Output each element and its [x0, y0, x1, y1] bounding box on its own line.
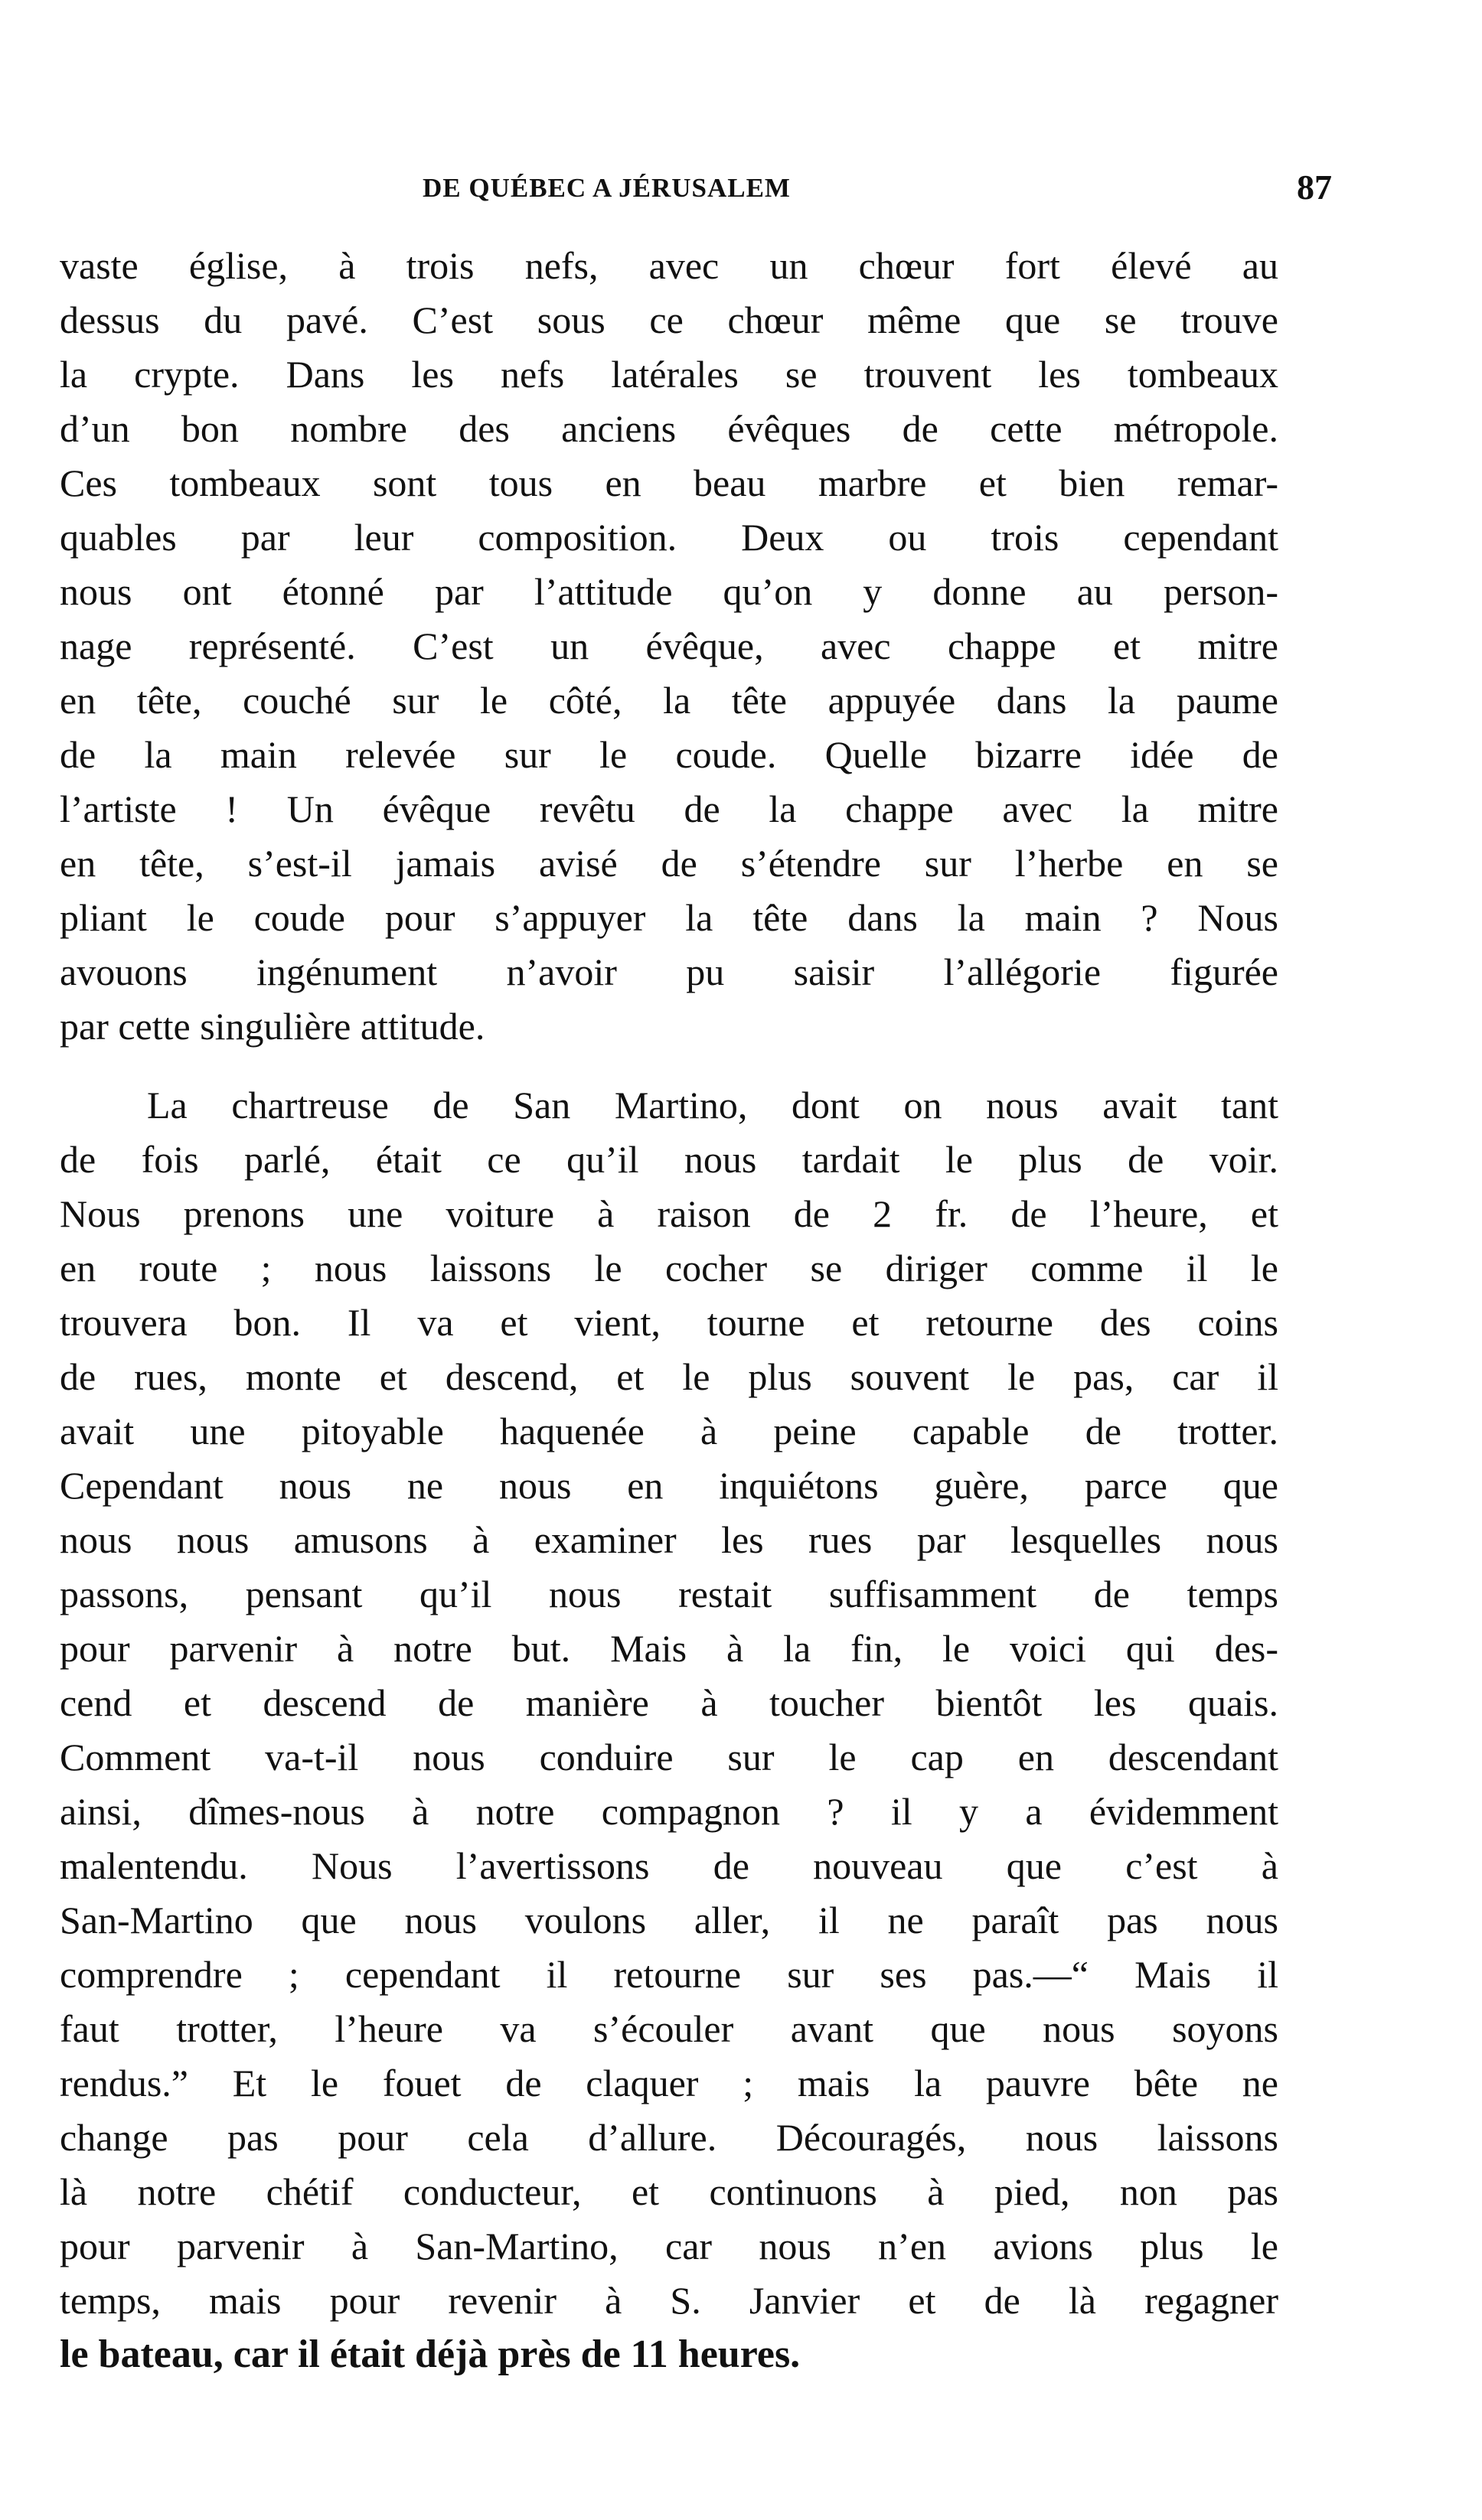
text-line: La chartreuse de San Martino, dont on nous avait tant: [147, 1084, 1278, 1126]
text-line: temps, mais pour revenir à S. Janvier et de là regagner: [60, 2279, 1278, 2322]
text-line: l’artiste ! Un évêque revêtu de la chappe avec la mitre: [60, 787, 1278, 830]
text-line: nous nous amusons à examiner les rues par lesquelles nous: [60, 1518, 1278, 1561]
text-line: de rues, monte et descend, et le plus souvent le pas, car il: [60, 1355, 1278, 1398]
text-line: trouvera bon. Il va et vient, tourne et retourne des coins: [60, 1301, 1278, 1344]
text-line: avouons ingénument n’avoir pu saisir l’allégorie figurée: [60, 950, 1278, 993]
text-line: vaste église, à trois nefs, avec un chœur fort élevé au: [60, 244, 1278, 287]
text-line: nage représenté. C’est un évêque, avec chappe et mitre: [60, 624, 1278, 667]
text-line: passons, pensant qu’il nous restait suffisamment de temps: [60, 1573, 1278, 1615]
text-line: San-Martino que nous voulons aller, il ne paraît pas nous: [60, 1899, 1278, 1941]
text-line: Nous prenons une voiture à raison de 2 fr. de l’heure, et: [60, 1192, 1278, 1235]
text-line: pliant le coude pour s’appuyer la tête dans la main ? Nous: [60, 896, 1278, 939]
text-line: avait une pitoyable haquenée à peine capable de trotter.: [60, 1410, 1278, 1452]
text-line: de la main relevée sur le coude. Quelle bizarre idée de: [60, 733, 1278, 776]
text-line: par cette singulière attitude.: [60, 1005, 485, 1048]
text-line: nous ont étonné par l’attitude qu’on y donne au person-: [60, 570, 1278, 613]
text-line: en route ; nous laissons le cocher se diriger comme il le: [60, 1247, 1278, 1289]
page-header: [77, 167, 1332, 213]
text-line: quables par leur composition. Deux ou trois cependant: [60, 516, 1278, 559]
text-line: pour parvenir à notre but. Mais à la fin, le voici qui des-: [60, 1627, 1278, 1670]
text-line: de fois parlé, était ce qu’il nous tardait le plus de voir.: [60, 1138, 1278, 1181]
text-line: d’un bon nombre des anciens évêques de cette métropole.: [60, 407, 1278, 450]
text-line: là notre chétif conducteur, et continuons à pied, non pas: [60, 2170, 1278, 2213]
text-line: Ces tombeaux sont tous en beau marbre et bien remar-: [60, 461, 1278, 504]
text-line: faut trotter, l’heure va s’écouler avant que nous soyons: [60, 2007, 1278, 2050]
text-line: Comment va-t-il nous conduire sur le cap en descendant: [60, 1736, 1278, 1778]
text-line: pour parvenir à San-Martino, car nous n’en avions plus le: [60, 2225, 1278, 2267]
text-line: la crypte. Dans les nefs latérales se trouvent les tombeaux: [60, 353, 1278, 396]
text-line: change pas pour cela d’allure. Découragés, nous laissons: [60, 2116, 1278, 2159]
text-line: dessus du pavé. C’est sous ce chœur même que se trouve: [60, 298, 1278, 341]
text-line: Cependant nous ne nous en inquiétons guère, parce que: [60, 1464, 1278, 1507]
text-line: cend et descend de manière à toucher bientôt les quais.: [60, 1681, 1278, 1724]
text-line: le bateau, car il était déjà près de 11 heures.: [60, 2333, 801, 2376]
text-line: ainsi, dîmes-nous à notre compagnon ? il y a évidemment: [60, 1790, 1278, 1833]
page-number: 87: [1297, 168, 1332, 207]
text-line: comprendre ; cependant il retourne sur ses pas.—“ Mais il: [60, 1953, 1278, 1996]
text-line: malentendu. Nous l’avertissons de nouveau que c’est à: [60, 1844, 1278, 1887]
running-title: DE QUÉBEC A JÉRUSALEM: [423, 173, 791, 203]
text-line: en tête, couché sur le côté, la tête appuyée dans la paume: [60, 679, 1278, 722]
text-line: en tête, s’est-il jamais avisé de s’étendre sur l’herbe en se: [60, 842, 1278, 885]
text-line: rendus.” Et le fouet de claquer ; mais la pauvre bête ne: [60, 2062, 1278, 2104]
